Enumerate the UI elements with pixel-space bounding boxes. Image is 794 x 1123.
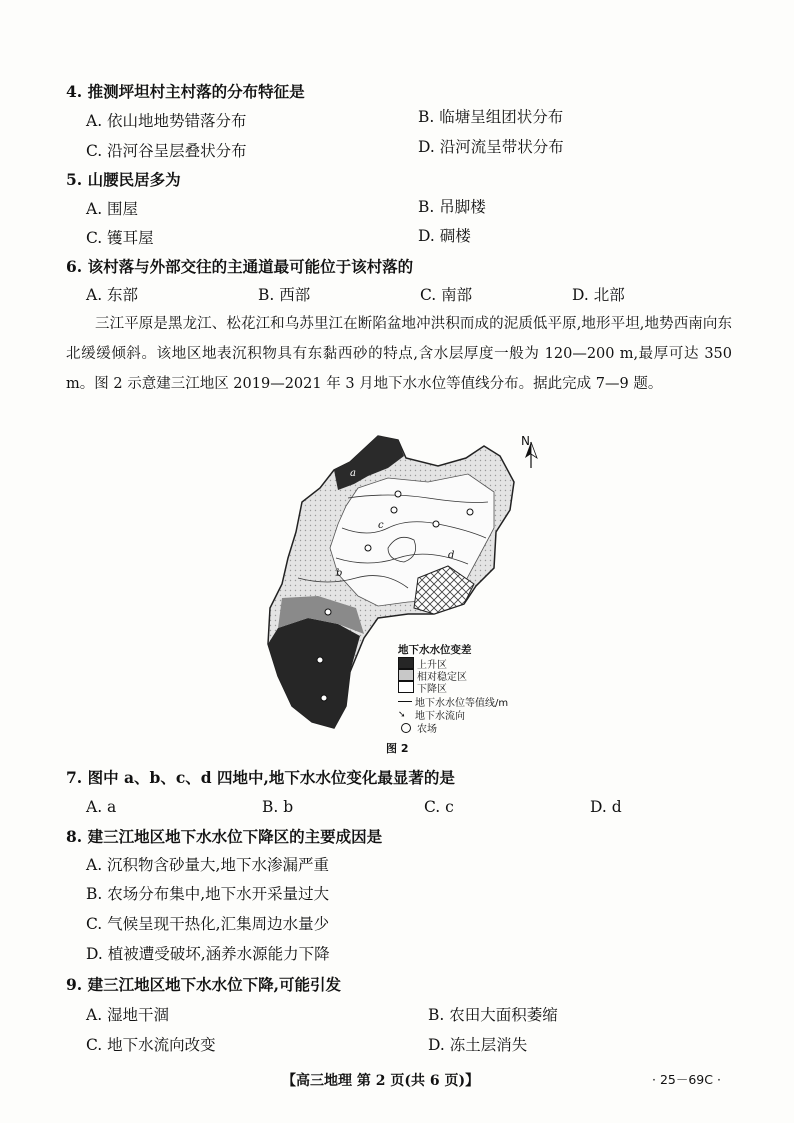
- paper-code: · 25－69C ·: [652, 1072, 721, 1087]
- q4-option-a: A. 依山地地势错落分布: [86, 112, 247, 130]
- q9-option-a: A. 湿地干涸: [86, 1006, 170, 1024]
- legend-flow-label: 地下水流向: [415, 711, 465, 722]
- q4-option-c: C. 沿河谷呈层叠状分布: [86, 142, 247, 160]
- north-label: N: [521, 434, 530, 448]
- decline-swatch: [398, 681, 414, 693]
- label-a: a: [350, 468, 356, 479]
- q9-stem: 9. 建三江地区地下水水位下降,可能引发: [66, 975, 341, 994]
- q8-option-a: A. 沉积物含砂量大,地下水渗漏严重: [86, 856, 329, 874]
- q5-option-a: A. 围屋: [86, 200, 139, 218]
- rise-zone-south: [268, 618, 360, 728]
- legend-contour-label: 地下水水位等值线/m: [415, 698, 509, 709]
- q6-option-b: B. 西部: [258, 286, 311, 304]
- page-footer: 【高三地理 第 2 页(共 6 页)】: [282, 1073, 480, 1089]
- label-b: b: [336, 568, 343, 579]
- q8-option-d: D. 植被遭受破坏,涵养水源能力下降: [86, 945, 330, 963]
- q6-option-a: A. 东部: [86, 286, 139, 304]
- contour-line-icon: [398, 701, 412, 702]
- q8-option-c: C. 气候呈现干热化,汇集周边水量少: [86, 915, 330, 933]
- legend-farm: [398, 721, 558, 734]
- q6-stem: 6. 该村落与外部交往的主通道最可能位于该村落的: [66, 257, 414, 276]
- q4-option-d: D. 沿河流呈带状分布: [418, 138, 564, 156]
- q5-option-c: C. 镬耳屋: [86, 229, 154, 247]
- figure-2-map: [238, 428, 558, 766]
- q4-option-b: B. 临塘呈组团状分布: [418, 108, 564, 126]
- passage: [66, 309, 732, 399]
- q9-option-c: C. 地下水流向改变: [86, 1036, 216, 1054]
- q5-stem: 5. 山腰民居多为: [66, 170, 181, 189]
- legend-decline: [398, 681, 558, 693]
- rise-swatch: [398, 657, 414, 669]
- legend-title: 地下水水位变差: [398, 644, 472, 656]
- q9-option-d: D. 冻土层消失: [428, 1036, 528, 1054]
- label-d: d: [448, 550, 455, 561]
- legend-farm-label: 农场: [417, 724, 437, 735]
- passage-text: 三江平原是黑龙江、松花江和乌苏里江在断陷盆地冲洪积而成的泥质低平原,地形平坦,地势西南向东北缓缓倾斜。该地区地表沉积物具有东黏西砂的特点,含水层厚度一般为 120—200 m,最厚可达 350 m。图 2 示意建三江地区 2019—2021 年 3 月地下水水位等值线分布。据此完成 7—9 题。: [66, 316, 732, 392]
- q6-option-d: D. 北部: [572, 286, 625, 304]
- legend-decline-label: 下降区: [417, 683, 447, 695]
- q8-stem: 8. 建三江地区地下水水位下降区的主要成因是: [66, 827, 383, 846]
- q7-option-a: A. a: [86, 798, 117, 816]
- label-c: c: [378, 520, 384, 531]
- map-legend: [398, 642, 558, 734]
- stable-swatch: [398, 669, 414, 681]
- q9-option-b: B. 农田大面积萎缩: [428, 1006, 558, 1024]
- q7-option-b: B. b: [262, 798, 294, 816]
- q5-option-d: D. 碉楼: [418, 227, 471, 245]
- q7-stem: 7. 图中 a、b、c、d 四地中,地下水水位变化最显著的是: [66, 768, 455, 787]
- q8-option-b: B. 农场分布集中,地下水开采量过大: [86, 885, 330, 903]
- q6-option-c: C. 南部: [420, 286, 473, 304]
- legend-rise-label: 上升区: [417, 659, 447, 671]
- q4-stem: 4. 推测坪坦村主村落的分布特征是: [66, 82, 305, 101]
- legend-stable-label: 相对稳定区: [417, 671, 467, 683]
- q7-option-c: C. c: [424, 798, 454, 816]
- q7-option-d: D. d: [590, 798, 622, 816]
- flow-arrow-icon: ➘: [398, 709, 406, 720]
- figure-caption: 图 2: [386, 742, 409, 755]
- farm-icon: [401, 723, 411, 733]
- q5-option-b: B. 吊脚楼: [418, 198, 486, 216]
